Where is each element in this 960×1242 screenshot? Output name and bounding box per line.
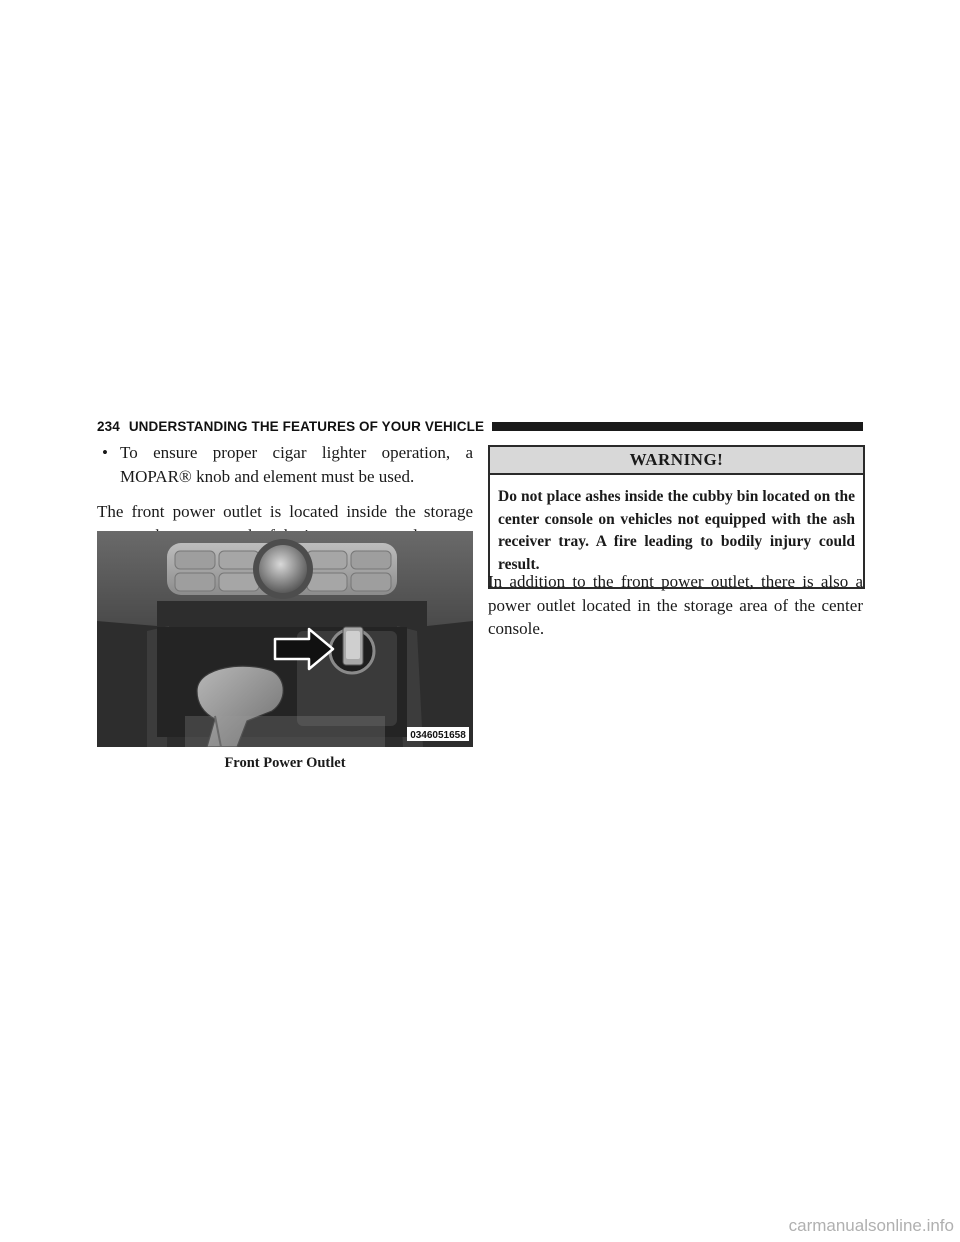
warning-title: WARNING! [490,447,863,475]
page-number: 234 [97,418,120,434]
bullet-item [97,441,473,488]
bullet-text: To ensure proper cigar lighter operation, a MOPAR® knob and element must be used. [120,443,473,486]
header-rule [492,422,863,431]
front-power-outlet-photo [97,531,473,747]
body-paragraph: The front power outlet is located inside the storage [97,502,473,521]
figure-caption: Front Power Outlet [224,755,346,771]
warning-body: Do not place ashes inside the cubby bin located on the center console on vehicles not equipped with the ash receiver tray. A fire leading to bodily injury could result. [498,488,855,573]
right-paragraph: In addition to the front power outlet, there is also a power outlet located in the storage area of the center console. [488,572,863,638]
page-header [97,418,863,434]
image-code: 0346051658 [410,730,466,741]
section-title: UNDERSTANDING THE FEATURES OF YOUR VEHICLE [128,418,485,434]
bullet-dot: • [102,443,108,462]
warning-box [488,445,865,589]
site-watermark: carmanualsonline.info [788,1216,954,1235]
console-illustration [97,531,473,747]
